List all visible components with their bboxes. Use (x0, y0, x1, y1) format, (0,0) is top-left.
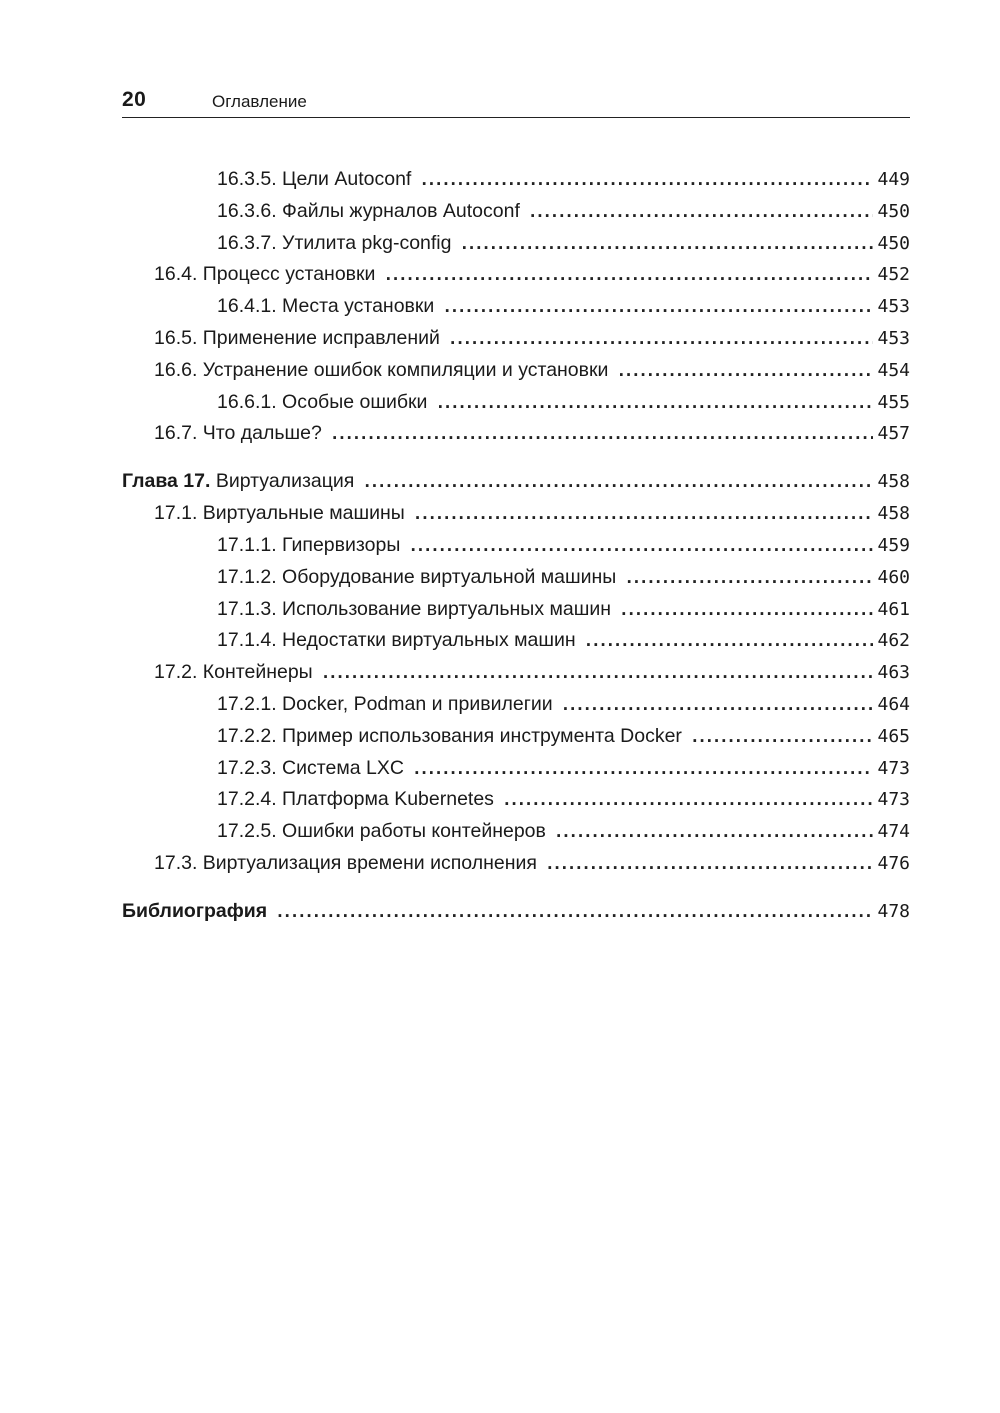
toc-entry (122, 721, 910, 753)
toc-page-number: 459 (877, 534, 910, 556)
toc-page-number: 463 (877, 662, 910, 684)
dot-leader (383, 259, 873, 291)
dot-leader (321, 657, 874, 689)
toc-entry-label: 17.2.5. Ошибки работы контейнеров (217, 820, 546, 843)
dot-leader (419, 164, 873, 196)
toc-entry-label: Виртуализация (215, 470, 355, 493)
toc-entry-label: 17.2.4. Платформа Kubernetes (217, 788, 494, 811)
toc-entry-title (122, 894, 267, 928)
toc-entry (122, 291, 910, 323)
toc-entry-label: 16.5. Применение исправлений (154, 326, 440, 349)
toc-entry-label: 17.1.2. Оборудование виртуальной машины (217, 565, 617, 588)
dot-leader (275, 895, 873, 929)
toc-entry (122, 323, 910, 355)
toc-entry-title (154, 259, 375, 291)
toc-entry (122, 562, 910, 594)
toc-page-number: 460 (877, 566, 910, 588)
toc-entry-label: 16.6. Устранение ошибок компиляции и установки (154, 358, 609, 381)
toc-entry (122, 848, 910, 880)
toc-entry (122, 228, 910, 260)
toc-entry-title (122, 464, 354, 498)
toc-entry-label: 16.3.7. Утилита pkg-config (217, 231, 452, 254)
dot-leader (330, 418, 874, 450)
chapter-prefix: Глава 17. (122, 470, 211, 493)
toc-entry-title (154, 848, 537, 880)
toc-page-number: 461 (877, 598, 910, 620)
toc-entry-label: 16.4.1. Места установки (217, 295, 435, 318)
toc-entry (122, 753, 910, 785)
toc-entry (122, 196, 910, 228)
toc-page-number: 453 (877, 296, 910, 318)
toc-entry-title (154, 418, 322, 450)
toc-entry-label: 17.1. Виртуальные машины (154, 502, 405, 525)
toc-entry-title (217, 721, 682, 753)
running-header (122, 86, 910, 118)
toc-page-number: 454 (877, 359, 910, 381)
toc-entry-label: 16.3.6. Файлы журналов Autoconf (217, 199, 520, 222)
toc-page-number: 465 (877, 725, 910, 747)
table-of-contents (122, 164, 910, 928)
toc-entry-label: 16.6.1. Особые ошибки (217, 390, 428, 413)
toc-entry-label: 17.2.3. Система LXC (217, 756, 404, 779)
toc-entry (122, 418, 910, 450)
toc-entry (122, 894, 910, 928)
toc-entry (122, 164, 910, 196)
dot-leader (584, 625, 874, 657)
toc-page-number: 452 (877, 264, 910, 286)
toc-entry (122, 657, 910, 689)
dot-leader (412, 753, 874, 785)
dot-leader (619, 594, 873, 626)
toc-page-number: 457 (877, 423, 910, 445)
toc-entry (122, 355, 910, 387)
page-number: 20 (122, 88, 147, 111)
toc-entry-title (217, 562, 616, 594)
running-title: Оглавление (212, 92, 307, 111)
toc-page-number: 478 (877, 900, 910, 922)
dot-leader (413, 498, 874, 530)
toc-page-number: 453 (877, 327, 910, 349)
toc-page-number: 455 (877, 391, 910, 413)
toc-entry-title (217, 689, 553, 721)
dot-leader (502, 784, 874, 816)
toc-entry (122, 387, 910, 419)
toc-entry-title (154, 323, 440, 355)
toc-page-number: 458 (877, 503, 910, 525)
dot-leader (528, 196, 874, 228)
toc-entry (122, 498, 910, 530)
toc-entry-title (217, 753, 404, 785)
toc-entry-label: 17.1.4. Недостатки виртуальных машин (217, 629, 576, 652)
toc-entry (122, 816, 910, 848)
toc-entry-label: 17.1.1. Гипервизоры (217, 533, 401, 556)
toc-entry (122, 625, 910, 657)
dot-leader (442, 291, 873, 323)
toc-entry-label: 17.1.3. Использование виртуальных машин (217, 597, 612, 620)
toc-page-number: 474 (877, 821, 910, 843)
toc-page-number: 473 (877, 789, 910, 811)
dot-leader (435, 387, 873, 419)
toc-entry-title (217, 625, 576, 657)
toc-entry-title (217, 164, 411, 196)
toc-page-number: 458 (877, 471, 910, 493)
toc-entry-label: 16.7. Что дальше? (154, 422, 322, 445)
dot-leader (690, 721, 874, 753)
toc-page-number: 473 (877, 757, 910, 779)
toc-entry (122, 594, 910, 626)
dot-leader (561, 689, 874, 721)
toc-entry-label: 16.4. Процесс установки (154, 263, 376, 286)
toc-entry (122, 259, 910, 291)
toc-entry-title (217, 387, 427, 419)
toc-page-number: 450 (877, 232, 910, 254)
toc-entry-title (217, 228, 451, 260)
dot-leader (545, 848, 874, 880)
toc-entry-title (217, 196, 520, 228)
toc-entry-title (154, 498, 405, 530)
toc-entry-label: 17.3. Виртуализация времени исполнения (154, 851, 537, 874)
toc-page-number: 450 (877, 200, 910, 222)
toc-entry-label: 17.2.1. Docker, Podman и привилегии (217, 692, 553, 715)
toc-entry-title (217, 816, 546, 848)
toc-entry-title (217, 530, 400, 562)
dot-leader (624, 562, 873, 594)
toc-entry-label: 17.2.2. Пример использования инструмента Docker (217, 724, 682, 747)
dot-leader (616, 355, 873, 387)
toc-page-number: 476 (877, 852, 910, 874)
toc-entry-title (154, 657, 313, 689)
toc-page-number: 464 (877, 693, 910, 715)
toc-entry (122, 464, 910, 498)
toc-entry-title (154, 355, 608, 387)
dot-leader (408, 530, 873, 562)
dot-leader (554, 816, 874, 848)
dot-leader (362, 465, 873, 499)
toc-page-number: 449 (877, 169, 910, 190)
dot-leader (459, 228, 873, 260)
toc-entry-label: 17.2. Контейнеры (154, 661, 313, 684)
toc-entry-label: 16.3.5. Цели Autoconf (217, 168, 412, 190)
toc-entry-title (217, 784, 494, 816)
toc-entry-label: Библиография (122, 899, 268, 922)
toc-page-number: 462 (877, 630, 910, 652)
toc-entry-title (217, 594, 611, 626)
dot-leader (448, 323, 874, 355)
toc-entry-title (217, 291, 434, 323)
toc-entry (122, 530, 910, 562)
toc-entry (122, 784, 910, 816)
toc-entry (122, 689, 910, 721)
